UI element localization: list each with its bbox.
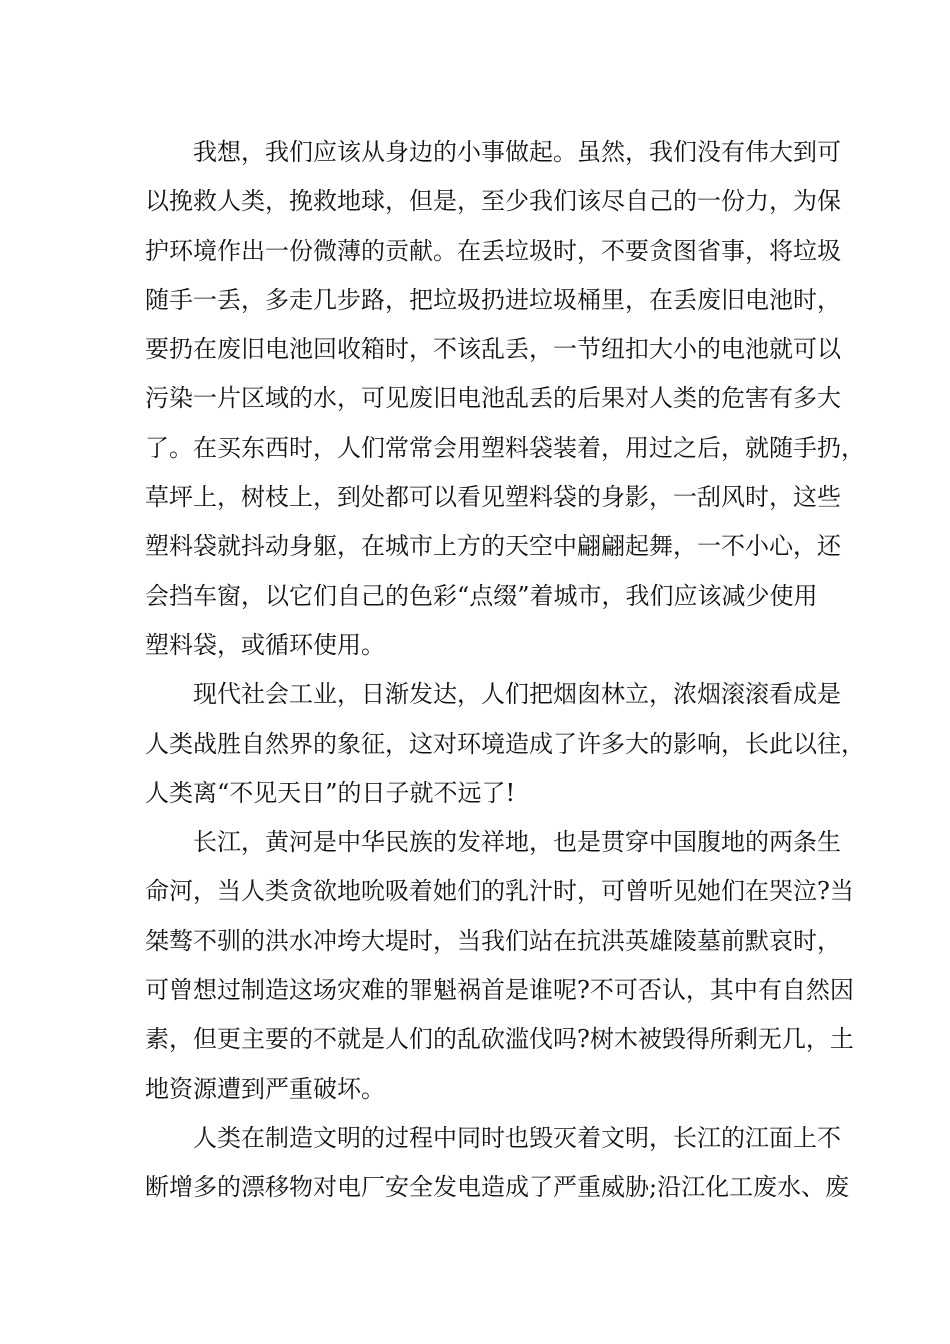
paragraph-1-line-9: 塑料袋就抖动身躯，在城市上方的天空中翩翩起舞，一不小心，还 bbox=[145, 532, 841, 561]
paragraph-1-line-3: 护环境作出一份微薄的贡献。在丢垃圾时，不要贪图省事，将垃圾 bbox=[145, 236, 841, 265]
paragraph-1-line-8: 草坪上，树枝上，到处都可以看见塑料袋的身影，一刮风时，这些 bbox=[145, 483, 841, 512]
document-body bbox=[145, 128, 865, 1213]
paragraph-3-line-5: 素，但更主要的不就是人们的乱砍滥伐吗?树木被毁得所剩无几，土 bbox=[145, 1025, 854, 1054]
paragraph-3-line-4: 可曾想过制造这场灾难的罪魁祸首是谁呢?不可否认，其中有自然因 bbox=[145, 976, 854, 1005]
paragraph-1-line-5: 要扔在废旧电池回收箱时，不该乱丢，一节纽扣大小的电池就可以 bbox=[145, 335, 841, 364]
paragraph-1-line-10: 会挡车窗，以它们自己的色彩“点缀”着城市，我们应该减少使用 bbox=[145, 581, 818, 610]
paragraph-3-line-1: 长江，黄河是中华民族的发祥地，也是贯穿中国腹地的两条生 bbox=[193, 828, 841, 857]
paragraph-3-line-6: 地资源遭到严重破坏。 bbox=[145, 1074, 385, 1103]
paragraph-2-line-3: 人类离“不见天日”的日子就不远了! bbox=[145, 778, 516, 807]
paragraph-4-line-2: 断增多的漂移物对电厂安全发电造成了严重威胁;沿江化工废水、废 bbox=[145, 1173, 850, 1202]
paragraph-1-line-4: 随手一丢，多走几步路，把垃圾扔进垃圾桶里，在丢废旧电池时， bbox=[145, 285, 841, 314]
paragraph-3-line-3: 桀骜不驯的洪水冲垮大堤时，当我们站在抗洪英雄陵墓前默哀时， bbox=[145, 926, 841, 955]
paragraph-1-line-1: 我想，我们应该从身边的小事做起。虽然，我们没有伟大到可 bbox=[193, 138, 841, 166]
paragraph-1-line-11: 塑料袋，或循环使用。 bbox=[145, 630, 385, 659]
paragraph-1-line-6: 污染一片区域的水，可见废旧电池乱丢的后果对人类的危害有多大 bbox=[145, 384, 841, 413]
paragraph-2-line-2: 人类战胜自然界的象征，这对环境造成了许多大的影响，长此以往， bbox=[145, 729, 865, 758]
paragraph-2-line-1: 现代社会工业，日渐发达，人们把烟囱林立，浓烟滚滚看成是 bbox=[193, 680, 841, 709]
paragraph-4-line-1: 人类在制造文明的过程中同时也毁灭着文明，长江的江面上不 bbox=[193, 1123, 841, 1152]
paragraph-1-line-7: 了。在买东西时，人们常常会用塑料袋装着，用过之后，就随手扔， bbox=[145, 433, 865, 462]
paragraph-3-line-2: 命河，当人类贪欲地吮吸着她们的乳汁时，可曾听见她们在哭泣?当 bbox=[145, 877, 854, 906]
paragraph-1-line-2: 以挽救人类，挽救地球，但是，至少我们该尽自己的一份力，为保 bbox=[145, 187, 841, 216]
